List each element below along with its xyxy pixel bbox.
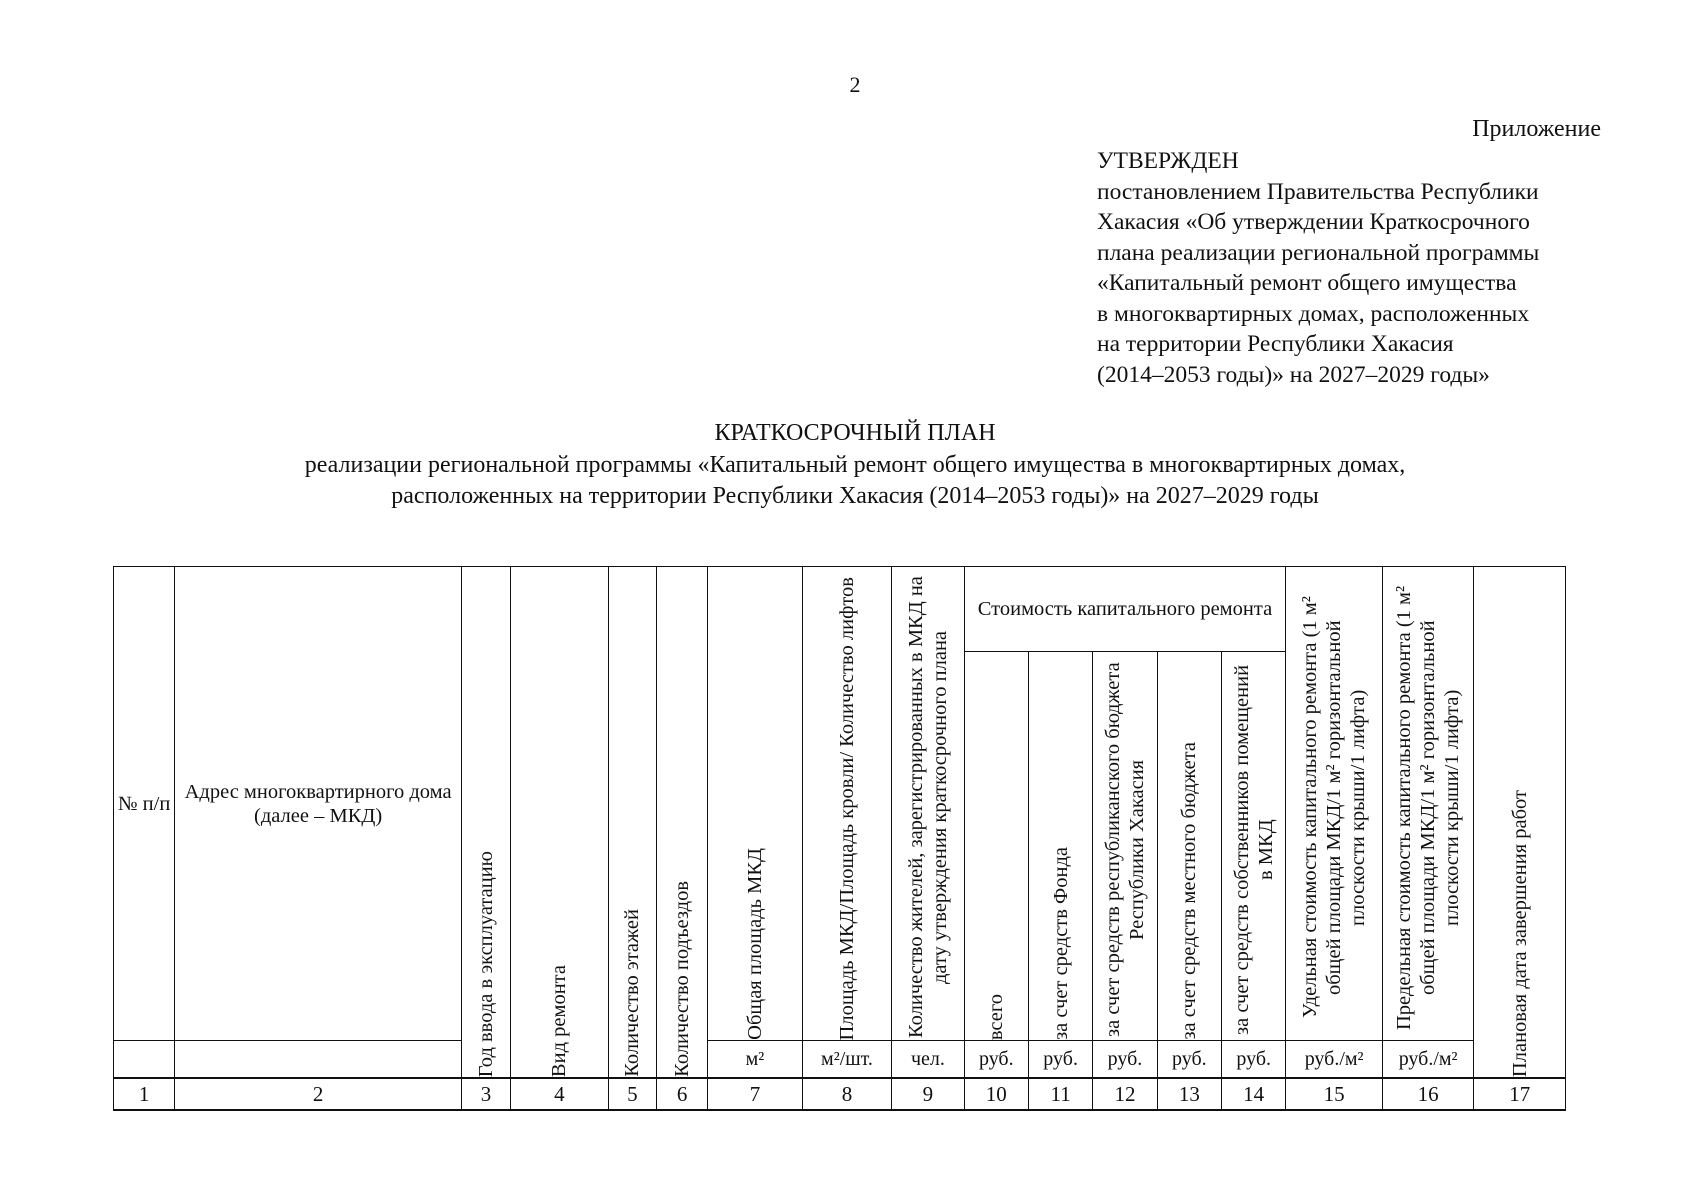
header-area-roof-lifts-text: Площадь МКД/Площадь кровли/ Количество лифтов — [835, 576, 858, 1040]
approval-block — [1097, 146, 1637, 390]
header-cost-republic-text: за счет средств республиканского бюджета Республики Хакасия — [1101, 662, 1148, 1038]
approval-line: на территории Республики Хакасия — [1097, 331, 1454, 357]
header-cost-total-text: всего — [985, 993, 1008, 1040]
header-address: Адрес многоквартирного дома (далее – МКД) — [175, 567, 462, 1041]
header-cost-republic — [1093, 652, 1157, 1041]
subtitle-line: реализации региональной программы «Капитальный ремонт общего имущества в многоквартирных домах, — [304, 452, 1406, 478]
column-number: 15 — [1286, 1078, 1383, 1110]
header-entrances — [656, 567, 707, 1079]
approval-line: (2014–2053 годы)» на 2027–2029 годы» — [1097, 361, 1490, 388]
header-number: № п/п — [114, 567, 175, 1041]
header-cost-group: Стоимость капитального ремонта — [964, 567, 1286, 652]
header-unit-cost — [1286, 567, 1383, 1041]
approval-line: «Капитальный ремонт общего имущества — [1097, 270, 1517, 296]
unit-cell: руб. — [1028, 1041, 1092, 1079]
header-cost-fund — [1028, 652, 1092, 1041]
column-number: 17 — [1474, 1078, 1566, 1110]
column-number: 16 — [1382, 1078, 1474, 1110]
header-year-text: Год ввода в эксплуатацию — [475, 850, 498, 1077]
column-number: 13 — [1157, 1078, 1221, 1110]
header-cost-owners — [1221, 652, 1285, 1041]
approval-line: плана реализации региональной программы — [1097, 239, 1540, 266]
unit-cell: руб. — [964, 1041, 1028, 1079]
column-number: 1 — [114, 1078, 175, 1110]
unit-cell: м² — [708, 1041, 803, 1079]
header-max-cost — [1382, 567, 1474, 1041]
subtitle-line: расположенных на территории Республики Хакасия (2014–2053 годы)» на 2027–2029 годы — [391, 483, 1319, 509]
unit-cell: руб. — [1093, 1041, 1157, 1079]
column-number: 12 — [1093, 1078, 1157, 1110]
plan-table — [113, 566, 1566, 1111]
document-title: КРАТКОСРОЧНЫЙ ПЛАН — [714, 420, 996, 446]
column-number: 2 — [175, 1078, 462, 1110]
header-repair-type-text: Вид ремонта — [548, 964, 571, 1077]
column-number: 6 — [656, 1078, 707, 1110]
unit-cell: руб. — [1221, 1041, 1285, 1079]
header-entrances-text: Количество подъездов — [671, 881, 694, 1077]
unit-cell — [114, 1041, 175, 1079]
column-number: 5 — [608, 1078, 656, 1110]
header-cost-local-text: за счет средств местного бюджета — [1178, 742, 1201, 1040]
header-repair-type — [511, 567, 609, 1079]
header-floors — [608, 567, 656, 1079]
column-number: 4 — [511, 1078, 609, 1110]
approval-line: в многоквартирных домах, расположенных — [1097, 300, 1530, 327]
header-total-area — [708, 567, 803, 1041]
document-subtitle — [0, 450, 1698, 512]
header-completion-date — [1474, 567, 1566, 1079]
header-cost-total — [964, 652, 1028, 1041]
header-cost-owners-text: за счет средств собственников помещений в МКД — [1230, 664, 1277, 1036]
header-cost-fund-text: за счет средств Фонда — [1049, 847, 1072, 1040]
unit-cell: м²/шт. — [802, 1041, 891, 1079]
column-number: 14 — [1221, 1078, 1285, 1110]
header-floors-text: Количество этажей — [621, 909, 644, 1077]
appendix-label: Приложение — [1472, 116, 1601, 142]
header-area-roof-lifts — [802, 567, 891, 1041]
approval-line: Хакасия «Об утверждении Краткосрочного — [1097, 209, 1530, 235]
page-number: 2 — [849, 72, 861, 97]
column-number: 11 — [1028, 1078, 1092, 1110]
header-unit-cost-text: Удельная стоимость капитального ремонта (1 м² общей площади МКД/1 м² горизонтальной плоскости крыши/1 лифта) — [1299, 596, 1370, 1019]
approval-heading: УТВЕРЖДЕН — [1097, 148, 1239, 174]
header-year — [461, 567, 510, 1079]
header-completion-date-text: Плановая дата завершения работ — [1508, 789, 1531, 1077]
approval-line: постановлением Правительства Республики — [1097, 178, 1539, 205]
column-number: 10 — [964, 1078, 1028, 1110]
header-total-area-text: Общая площадь МКД — [743, 848, 766, 1040]
header-cost-local — [1157, 652, 1221, 1041]
column-number: 8 — [802, 1078, 891, 1110]
unit-cell — [175, 1041, 462, 1079]
unit-cell: чел. — [892, 1041, 964, 1079]
column-number: 9 — [892, 1078, 964, 1110]
column-number: 7 — [708, 1078, 803, 1110]
unit-cell: руб. — [1157, 1041, 1221, 1079]
header-max-cost-text: Предельная стоимость капитального ремонта (1 м² общей площади МКД/1 м² горизонтальной плоскости крыши/1 лифта) — [1393, 585, 1464, 1030]
header-residents-text: Количество жителей, зарегистрированных в МКД на дату утверждения краткосрочного плана — [904, 576, 951, 1039]
header-residents — [892, 567, 964, 1041]
column-number: 3 — [461, 1078, 510, 1110]
unit-cell: руб./м² — [1286, 1041, 1383, 1079]
unit-cell: руб./м² — [1382, 1041, 1474, 1079]
